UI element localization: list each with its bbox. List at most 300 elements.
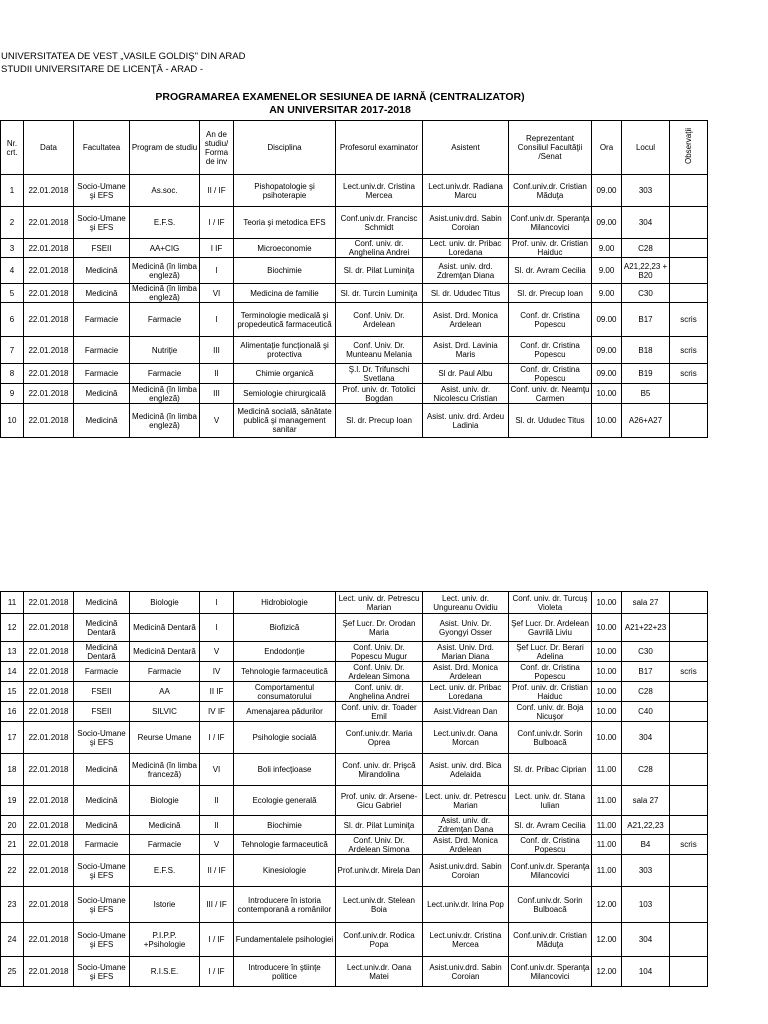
ora-cell: 10.00 bbox=[592, 592, 622, 614]
data-cell: 22.01.2018 bbox=[24, 364, 74, 384]
reprezentant-cell: Conf.univ.dr. Sorin Bulboacă bbox=[509, 887, 592, 923]
observatii-cell bbox=[670, 887, 708, 923]
table-row bbox=[1, 786, 708, 816]
disciplina-cell: Tehnologie farmaceutică bbox=[234, 835, 336, 855]
profesor-cell: Prof. univ. dr. Totolici Bogdan bbox=[336, 384, 423, 404]
locul-cell: B5 bbox=[622, 384, 670, 404]
facultatea-cell: Farmacie bbox=[74, 303, 130, 337]
reprezentant-cell: Conf. dr. Cristina Popescu bbox=[509, 303, 592, 337]
observatii-cell bbox=[670, 682, 708, 702]
header-row bbox=[1, 121, 708, 175]
an-cell: III / IF bbox=[200, 887, 234, 923]
ora-cell: 11.00 bbox=[592, 754, 622, 786]
table-row bbox=[1, 592, 708, 614]
facultatea-cell: Farmacie bbox=[74, 337, 130, 364]
reprezentant-cell: Şef Lucr. Dr. Berari Adelina bbox=[509, 642, 592, 662]
asistent-cell: Lect. univ. dr. Pribac Loredana bbox=[423, 239, 509, 258]
program-cell: Biologie bbox=[130, 592, 200, 614]
ora-cell: 11.00 bbox=[592, 855, 622, 887]
observatii-cell bbox=[670, 957, 708, 987]
table-body-page1 bbox=[1, 175, 708, 438]
data-cell: 22.01.2018 bbox=[24, 923, 74, 957]
profesor-cell: Sl. dr. Pilat Luminiţa bbox=[336, 816, 423, 835]
col-asistent: Asistent bbox=[423, 121, 509, 175]
table-row bbox=[1, 702, 708, 722]
observatii-cell bbox=[670, 592, 708, 614]
asistent-cell: Asist. Drd. Monica Ardelean bbox=[423, 303, 509, 337]
data-cell: 22.01.2018 bbox=[24, 786, 74, 816]
disciplina-cell: Medicină socială, sănătate publică şi management sanitar bbox=[234, 404, 336, 438]
nr-cell: 13 bbox=[1, 642, 24, 662]
data-cell: 22.01.2018 bbox=[24, 957, 74, 987]
asistent-cell: Asist.Vidrean Dan bbox=[423, 702, 509, 722]
ora-cell: 10.00 bbox=[592, 404, 622, 438]
reprezentant-cell: Conf. dr. Cristina Popescu bbox=[509, 337, 592, 364]
reprezentant-cell: Sl. dr. Pribac Ciprian bbox=[509, 754, 592, 786]
an-cell: II bbox=[200, 786, 234, 816]
locul-cell: 103 bbox=[622, 887, 670, 923]
facultatea-cell: Medicină bbox=[74, 384, 130, 404]
profesor-cell: Prof.univ.dr. Mirela Dan bbox=[336, 855, 423, 887]
program-cell: Medicină (în limba engleză) bbox=[130, 404, 200, 438]
table-row bbox=[1, 303, 708, 337]
studies-label: STUDII UNIVERSITARE DE LICENŢĂ - ARAD - bbox=[1, 64, 203, 75]
profesor-cell: Lect.univ.dr. Stelean Boia bbox=[336, 887, 423, 923]
nr-cell: 17 bbox=[1, 722, 24, 754]
program-cell: R.I.S.E. bbox=[130, 957, 200, 987]
table-row bbox=[1, 816, 708, 835]
nr-cell: 21 bbox=[1, 835, 24, 855]
table-row bbox=[1, 284, 708, 303]
col-ora: Ora bbox=[592, 121, 622, 175]
facultatea-cell: Socio-Umane şi EFS bbox=[74, 957, 130, 987]
data-cell: 22.01.2018 bbox=[24, 239, 74, 258]
data-cell: 22.01.2018 bbox=[24, 337, 74, 364]
table-row bbox=[1, 923, 708, 957]
asistent-cell: Asist. univ. drd. Ardeu Ladinia bbox=[423, 404, 509, 438]
data-cell: 22.01.2018 bbox=[24, 384, 74, 404]
asistent-cell: Lect.univ.dr. Cristina Mercea bbox=[423, 923, 509, 957]
nr-cell: 18 bbox=[1, 754, 24, 786]
program-cell: SILVIC bbox=[130, 702, 200, 722]
an-cell: II IF bbox=[200, 682, 234, 702]
an-cell: II bbox=[200, 364, 234, 384]
an-cell: I / IF bbox=[200, 957, 234, 987]
facultatea-cell: Medicină bbox=[74, 816, 130, 835]
disciplina-cell: Fundamentalele psihologiei bbox=[234, 923, 336, 957]
col-locul: Locul bbox=[622, 121, 670, 175]
table-row bbox=[1, 682, 708, 702]
facultatea-cell: Medicină bbox=[74, 592, 130, 614]
program-cell: AA+CIG bbox=[130, 239, 200, 258]
ora-cell: 09.00 bbox=[592, 207, 622, 239]
ora-cell: 9.00 bbox=[592, 284, 622, 303]
disciplina-cell: Alimentaţie funcţională şi protectiva bbox=[234, 337, 336, 364]
locul-cell: 304 bbox=[622, 722, 670, 754]
col-facultatea: Facultatea bbox=[74, 121, 130, 175]
profesor-cell: Lect.univ.dr. Cristina Mercea bbox=[336, 175, 423, 207]
asistent-cell: Lect. univ. dr. Ungureanu Ovidiu bbox=[423, 592, 509, 614]
data-cell: 22.01.2018 bbox=[24, 662, 74, 682]
nr-cell: 22 bbox=[1, 855, 24, 887]
program-cell: Medicină (în limba engleză) bbox=[130, 258, 200, 284]
col-observatii bbox=[670, 121, 708, 175]
reprezentant-cell: Lect. univ. dr. Stana Iulian bbox=[509, 786, 592, 816]
program-cell: Farmacie bbox=[130, 364, 200, 384]
disciplina-cell: Biochimie bbox=[234, 258, 336, 284]
nr-cell: 15 bbox=[1, 682, 24, 702]
col-an: An de studiu/ Forma de inv bbox=[200, 121, 234, 175]
profesor-cell: Ş.l. Dr. Trifunschi Svetlana bbox=[336, 364, 423, 384]
disciplina-cell: Introducere în istoria contemporană a românilor bbox=[234, 887, 336, 923]
data-cell: 22.01.2018 bbox=[24, 722, 74, 754]
disciplina-cell: Medicina de familie bbox=[234, 284, 336, 303]
disciplina-cell: Boli infecţioase bbox=[234, 754, 336, 786]
table-row bbox=[1, 642, 708, 662]
locul-cell: A21,22,23 + B20 bbox=[622, 258, 670, 284]
observatii-cell bbox=[670, 642, 708, 662]
program-cell: Farmacie bbox=[130, 303, 200, 337]
reprezentant-cell: Sl. dr. Avram Cecilia bbox=[509, 816, 592, 835]
col-disciplina: Disciplina bbox=[234, 121, 336, 175]
data-cell: 22.01.2018 bbox=[24, 614, 74, 642]
reprezentant-cell: Conf.univ.dr. Speranţa Milancovici bbox=[509, 855, 592, 887]
observatii-cell bbox=[670, 855, 708, 887]
asistent-cell: Lect. univ. dr. Petrescu Marian bbox=[423, 786, 509, 816]
disciplina-cell: Semiologie chirurgicală bbox=[234, 384, 336, 404]
reprezentant-cell: Conf. univ. dr. Turcuş Violeta bbox=[509, 592, 592, 614]
nr-cell: 14 bbox=[1, 662, 24, 682]
locul-cell: C28 bbox=[622, 239, 670, 258]
facultatea-cell: Socio-Umane şi EFS bbox=[74, 207, 130, 239]
locul-cell: 303 bbox=[622, 855, 670, 887]
table-row bbox=[1, 855, 708, 887]
asistent-cell: Asist. Drd. Monica Ardelean bbox=[423, 835, 509, 855]
data-cell: 22.01.2018 bbox=[24, 207, 74, 239]
asistent-cell: Asist.univ.drd. Sabin Coroian bbox=[423, 207, 509, 239]
nr-cell: 23 bbox=[1, 887, 24, 923]
data-cell: 22.01.2018 bbox=[24, 835, 74, 855]
reprezentant-cell: Prof. univ. dr. Cristian Haiduc bbox=[509, 682, 592, 702]
reprezentant-cell: Sl. dr. Avram Cecilia bbox=[509, 258, 592, 284]
facultatea-cell: Socio-Umane şi EFS bbox=[74, 722, 130, 754]
program-cell: Medicină (în limba engleză) bbox=[130, 284, 200, 303]
an-cell: I bbox=[200, 258, 234, 284]
table-row bbox=[1, 258, 708, 284]
observatii-cell bbox=[670, 923, 708, 957]
nr-cell: 2 bbox=[1, 207, 24, 239]
profesor-cell: Conf. univ. dr. Anghelina Andrei bbox=[336, 682, 423, 702]
disciplina-cell: Biochimie bbox=[234, 816, 336, 835]
program-cell: Reurse Umane bbox=[130, 722, 200, 754]
profesor-cell: Conf. Univ. Dr. Ardelean Simona bbox=[336, 835, 423, 855]
observatii-cell bbox=[670, 614, 708, 642]
asistent-cell: Asist. Univ. Drd. Marian Diana bbox=[423, 642, 509, 662]
exam-schedule-table-continued bbox=[0, 591, 708, 987]
data-cell: 22.01.2018 bbox=[24, 404, 74, 438]
facultatea-cell: Medicină Dentară bbox=[74, 614, 130, 642]
observatii-cell bbox=[670, 754, 708, 786]
disciplina-cell: Amenajarea pădurilor bbox=[234, 702, 336, 722]
asistent-cell: Lect.univ.dr. Oana Morcan bbox=[423, 722, 509, 754]
program-cell: Medicină bbox=[130, 816, 200, 835]
observatii-cell bbox=[670, 786, 708, 816]
locul-cell: A26+A27 bbox=[622, 404, 670, 438]
program-cell: As.soc. bbox=[130, 175, 200, 207]
disciplina-cell: Endodonţie bbox=[234, 642, 336, 662]
disciplina-cell: Comportamentul consumatorului bbox=[234, 682, 336, 702]
disciplina-cell: Introducere în ştiinţe politice bbox=[234, 957, 336, 987]
locul-cell: 304 bbox=[622, 207, 670, 239]
reprezentant-cell: Sl. dr. Ududec Titus bbox=[509, 404, 592, 438]
program-cell: E.F.S. bbox=[130, 855, 200, 887]
program-cell: AA bbox=[130, 682, 200, 702]
ora-cell: 10.00 bbox=[592, 384, 622, 404]
data-cell: 22.01.2018 bbox=[24, 702, 74, 722]
ora-cell: 10.00 bbox=[592, 682, 622, 702]
an-cell: I bbox=[200, 614, 234, 642]
profesor-cell: Sl. dr. Precup Ioan bbox=[336, 404, 423, 438]
program-cell: Medicină (în limba engleză) bbox=[130, 384, 200, 404]
observatii-cell bbox=[670, 258, 708, 284]
reprezentant-cell: Conf.univ.dr. Sorin Bulboacă bbox=[509, 722, 592, 754]
locul-cell: sala 27 bbox=[622, 592, 670, 614]
ora-cell: 10.00 bbox=[592, 662, 622, 682]
data-cell: 22.01.2018 bbox=[24, 887, 74, 923]
asistent-cell: Asist. Drd. Lavinia Maris bbox=[423, 337, 509, 364]
ora-cell: 10.00 bbox=[592, 722, 622, 754]
an-cell: IV bbox=[200, 662, 234, 682]
reprezentant-cell: Şef Lucr. Dr. Ardelean Gavrilă Liviu bbox=[509, 614, 592, 642]
data-cell: 22.01.2018 bbox=[24, 303, 74, 337]
table-row bbox=[1, 175, 708, 207]
facultatea-cell: FSEII bbox=[74, 682, 130, 702]
facultatea-cell: Farmacie bbox=[74, 662, 130, 682]
facultatea-cell: Medicină Dentară bbox=[74, 642, 130, 662]
ora-cell: 09.00 bbox=[592, 175, 622, 207]
disciplina-cell: Teoria şi metodica EFS bbox=[234, 207, 336, 239]
document-title: PROGRAMAREA EXAMENELOR SESIUNEA DE IARNĂ (CENTRALIZATOR) bbox=[155, 91, 525, 103]
data-cell: 22.01.2018 bbox=[24, 284, 74, 303]
program-cell: Istorie bbox=[130, 887, 200, 923]
table-row bbox=[1, 207, 708, 239]
profesor-cell: Conf. Univ. Dr. Munteanu Melania bbox=[336, 337, 423, 364]
table-row bbox=[1, 614, 708, 642]
university-name: UNIVERSITATEA DE VEST „VASILE GOLDIŞ" DIN ARAD bbox=[1, 51, 246, 62]
locul-cell: B17 bbox=[622, 662, 670, 682]
observatii-cell bbox=[670, 207, 708, 239]
disciplina-cell: Kinesiologie bbox=[234, 855, 336, 887]
nr-cell: 20 bbox=[1, 816, 24, 835]
facultatea-cell: Socio-Umane şi EFS bbox=[74, 887, 130, 923]
table-row bbox=[1, 239, 708, 258]
ora-cell: 11.00 bbox=[592, 786, 622, 816]
reprezentant-cell: Sl. dr. Precup Ioan bbox=[509, 284, 592, 303]
an-cell: V bbox=[200, 835, 234, 855]
profesor-cell: Conf.univ.dr. Maria Oprea bbox=[336, 722, 423, 754]
data-cell: 22.01.2018 bbox=[24, 682, 74, 702]
col-observatii-label: Observaţii bbox=[684, 128, 693, 165]
academic-year-title: AN UNIVERSITAR 2017-2018 bbox=[269, 104, 411, 116]
reprezentant-cell: Conf.univ.dr. Speranţa Milancovici bbox=[509, 207, 592, 239]
table-row bbox=[1, 887, 708, 923]
table-row bbox=[1, 722, 708, 754]
an-cell: I bbox=[200, 303, 234, 337]
program-cell: Biologie bbox=[130, 786, 200, 816]
ora-cell: 9.00 bbox=[592, 239, 622, 258]
an-cell: IV IF bbox=[200, 702, 234, 722]
data-cell: 22.01.2018 bbox=[24, 754, 74, 786]
profesor-cell: Conf.univ.dr. Francisc Schmidt bbox=[336, 207, 423, 239]
observatii-cell bbox=[670, 816, 708, 835]
observatii-cell bbox=[670, 384, 708, 404]
facultatea-cell: Medicină bbox=[74, 258, 130, 284]
ora-cell: 12.00 bbox=[592, 957, 622, 987]
an-cell: VI bbox=[200, 754, 234, 786]
an-cell: I / IF bbox=[200, 207, 234, 239]
asistent-cell: Asist. univ. drd. Bica Adelaida bbox=[423, 754, 509, 786]
reprezentant-cell: Prof. univ. dr. Cristian Haiduc bbox=[509, 239, 592, 258]
observatii-cell: scris bbox=[670, 303, 708, 337]
reprezentant-cell: Conf.univ.dr. Speranţa Milancovici bbox=[509, 957, 592, 987]
disciplina-cell: Terminologie medicală şi propedeutică farmaceutică bbox=[234, 303, 336, 337]
asistent-cell: Lect. univ. dr. Pribac Loredana bbox=[423, 682, 509, 702]
table-row bbox=[1, 754, 708, 786]
disciplina-cell: Hidrobiologie bbox=[234, 592, 336, 614]
nr-cell: 25 bbox=[1, 957, 24, 987]
ora-cell: 10.00 bbox=[592, 702, 622, 722]
profesor-cell: Prof. univ. dr. Arsene-Gicu Gabriel bbox=[336, 786, 423, 816]
disciplina-cell: Ecologie generală bbox=[234, 786, 336, 816]
nr-cell: 5 bbox=[1, 284, 24, 303]
reprezentant-cell: Conf. univ. dr. Neamţu Carmen bbox=[510, 384, 590, 403]
facultatea-cell: Farmacie bbox=[74, 364, 130, 384]
nr-cell: 8 bbox=[1, 364, 24, 384]
program-cell: Medicină Dentară bbox=[130, 614, 200, 642]
profesor-cell: Lect.univ.dr. Oana Matei bbox=[336, 957, 423, 987]
observatii-cell bbox=[670, 239, 708, 258]
an-cell: III bbox=[200, 337, 234, 364]
locul-cell: B19 bbox=[622, 364, 670, 384]
ora-cell: 11.00 bbox=[592, 835, 622, 855]
asistent-cell: Sl. dr. Ududec Titus bbox=[423, 284, 509, 303]
data-cell: 22.01.2018 bbox=[24, 642, 74, 662]
profesor-cell: Sl. dr. Turcin Luminiţa bbox=[336, 284, 423, 303]
ora-cell: 12.00 bbox=[592, 923, 622, 957]
data-cell: 22.01.2018 bbox=[24, 258, 74, 284]
program-cell: Nutriţie bbox=[130, 337, 200, 364]
locul-cell: sala 27 bbox=[622, 786, 670, 816]
an-cell: II / IF bbox=[200, 175, 234, 207]
table-row bbox=[1, 404, 708, 438]
observatii-cell bbox=[670, 175, 708, 207]
an-cell: V bbox=[200, 642, 234, 662]
locul-cell: 104 bbox=[622, 957, 670, 987]
observatii-cell bbox=[670, 404, 708, 438]
profesor-cell: Conf. univ. dr. Prişcă Mirandolina bbox=[336, 754, 423, 786]
ora-cell: 10.00 bbox=[592, 642, 622, 662]
locul-cell: C30 bbox=[622, 284, 670, 303]
data-cell: 22.01.2018 bbox=[24, 855, 74, 887]
reprezentant-cell: Conf.univ.dr. Cristian Măduţa bbox=[509, 923, 592, 957]
reprezentant-cell: Conf.univ.dr. Cristian Măduţa bbox=[509, 175, 592, 207]
observatii-cell: scris bbox=[670, 835, 708, 855]
profesor-cell: Şef Lucr. Dr. Orodan Maria bbox=[336, 614, 423, 642]
locul-cell: C40 bbox=[622, 702, 670, 722]
nr-cell: 19 bbox=[1, 786, 24, 816]
exam-schedule-table bbox=[0, 120, 708, 438]
asistent-cell: Asist. Drd. Monica Ardelean bbox=[423, 662, 509, 682]
nr-cell: 1 bbox=[1, 175, 24, 207]
data-cell: 22.01.2018 bbox=[24, 592, 74, 614]
ora-cell: 11.00 bbox=[592, 816, 622, 835]
facultatea-cell: FSEII bbox=[74, 239, 130, 258]
table-body-page2 bbox=[1, 592, 708, 987]
observatii-cell: scris bbox=[670, 364, 708, 384]
an-cell: I / IF bbox=[200, 923, 234, 957]
locul-cell: A21+22+23 bbox=[622, 614, 670, 642]
facultatea-cell: Socio-Umane şi EFS bbox=[74, 855, 130, 887]
program-cell: Farmacie bbox=[130, 662, 200, 682]
facultatea-cell: Medicină bbox=[74, 404, 130, 438]
observatii-cell bbox=[670, 284, 708, 303]
table-row bbox=[1, 957, 708, 987]
program-cell: P.I.P.P. +Psihologie bbox=[130, 923, 200, 957]
facultatea-cell: Medicină bbox=[74, 284, 130, 303]
asistent-cell: Asist. univ. drd. Zdremţan Diana bbox=[423, 258, 509, 284]
asistent-cell: Lect.univ.dr. Irina Pop bbox=[423, 887, 509, 923]
an-cell: I IF bbox=[200, 239, 234, 258]
profesor-cell: Conf. Univ. Dr. Popescu Mugur bbox=[336, 642, 423, 662]
disciplina-cell: Microeconomie bbox=[234, 239, 336, 258]
nr-cell: 4 bbox=[1, 258, 24, 284]
facultatea-cell: FSEII bbox=[74, 702, 130, 722]
col-nr: Nr. crt. bbox=[1, 121, 24, 175]
an-cell: II / IF bbox=[200, 855, 234, 887]
profesor-cell: Conf. Univ. Dr. Ardelean Simona bbox=[336, 662, 423, 682]
table-row bbox=[1, 364, 708, 384]
nr-cell: 24 bbox=[1, 923, 24, 957]
asistent-cell: Sl dr. Paul Albu bbox=[423, 364, 509, 384]
ora-cell: 09.00 bbox=[592, 364, 622, 384]
table-row bbox=[1, 662, 708, 682]
table-row bbox=[1, 384, 708, 404]
facultatea-cell: Socio-Umane şi EFS bbox=[74, 923, 130, 957]
nr-cell: 3 bbox=[1, 239, 24, 258]
nr-cell: 12 bbox=[1, 614, 24, 642]
facultatea-cell: Medicină bbox=[74, 786, 130, 816]
asistent-cell: Asist.univ.drd. Sabin Coroian bbox=[423, 855, 509, 887]
facultatea-cell: Socio-Umane şi EFS bbox=[74, 175, 130, 207]
program-cell: E.F.S. bbox=[130, 207, 200, 239]
disciplina-cell: Biofizică bbox=[234, 614, 336, 642]
ora-cell: 9.00 bbox=[592, 258, 622, 284]
profesor-cell: Conf. Univ. Dr. Ardelean bbox=[336, 303, 423, 337]
observatii-cell: scris bbox=[670, 662, 708, 682]
program-cell: Medicină Dentară bbox=[130, 642, 200, 662]
col-program: Program de studiu bbox=[130, 121, 200, 175]
an-cell: I / IF bbox=[200, 722, 234, 754]
nr-cell: 6 bbox=[1, 303, 24, 337]
reprezentant-cell: Conf. univ. dr. Boja Nicuşor bbox=[509, 702, 592, 722]
profesor-cell: Conf. univ. dr. Anghelina Andrei bbox=[336, 239, 423, 258]
profesor-cell: Conf.univ.dr. Rodica Popa bbox=[336, 923, 423, 957]
document-header bbox=[1, 50, 245, 76]
table-row bbox=[1, 835, 708, 855]
disciplina-cell: Tehnologie farmaceutică bbox=[234, 662, 336, 682]
col-data: Data bbox=[24, 121, 74, 175]
observatii-cell bbox=[670, 722, 708, 754]
